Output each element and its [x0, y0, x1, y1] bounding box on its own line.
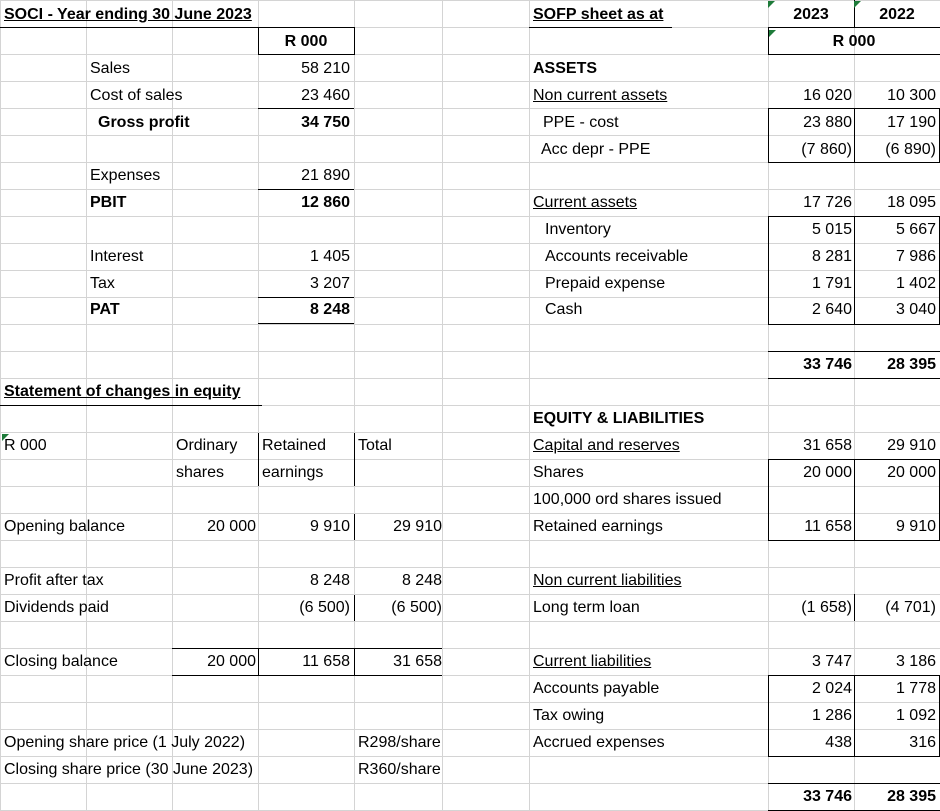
- sofp-accrued-2023: 438: [825, 734, 852, 751]
- sofp-label-cl: Current liabilities: [533, 653, 652, 670]
- sofp-label-tax-owing: Tax owing: [533, 707, 605, 724]
- soce-label-opening: Opening balance: [4, 518, 125, 535]
- sofp-prepaid-2022: 1 402: [895, 275, 936, 292]
- soci-label-sales: Sales: [90, 60, 131, 77]
- sofp-ppe-cost-2022: 17 190: [887, 114, 936, 131]
- soce-col-line: [354, 514, 355, 540]
- sofp-label-ar: Accounts receivable: [545, 248, 689, 265]
- sofp-ar-2022: 7 986: [895, 248, 936, 265]
- sofp-capital-2022: 29 910: [887, 437, 936, 454]
- soce-closing-total: 31 658: [393, 653, 442, 670]
- soce-opening-retained: 9 910: [309, 518, 350, 535]
- sofp-year-2022: 2022: [879, 6, 915, 23]
- soce-col-total: Total: [358, 437, 392, 454]
- sofp-label-prepaid: Prepaid expense: [545, 275, 666, 292]
- gridline-horizontal: [0, 486, 940, 487]
- soce-label-closing: Closing balance: [4, 653, 118, 670]
- sofp-ar-2023: 8 281: [811, 248, 852, 265]
- sofp-inventory-2023: 5 015: [811, 221, 852, 238]
- sofp-cl-2022: 3 186: [895, 653, 936, 670]
- sofp-retained-2022: 9 910: [895, 518, 936, 535]
- soci-title: SOCI - Year ending 30 June 2023: [4, 6, 252, 23]
- sofp-shares-2023: 20 000: [803, 464, 852, 481]
- soci-value-interest: 1 405: [309, 248, 350, 265]
- soci-value-pat: 8 248: [309, 301, 350, 318]
- sofp-label-shares: Shares: [533, 464, 584, 481]
- soce-closing-ordinary: 20 000: [207, 653, 256, 670]
- sofp-label-inventory: Inventory: [545, 221, 611, 238]
- sofp-label-loan: Long term loan: [533, 599, 640, 616]
- soci-value-sales: 58 210: [301, 60, 350, 77]
- sofp-unit-header: R 000: [832, 33, 876, 50]
- assets-heading: ASSETS: [533, 60, 598, 77]
- sofp-ap-2023: 2 024: [811, 680, 852, 697]
- sofp-label-retained: Retained earnings: [533, 518, 663, 535]
- soce-col-line: [354, 595, 355, 621]
- sofp-acc-depr-2022: (6 890): [885, 141, 936, 158]
- opening-share-price-label: Opening share price (1 July 2022): [4, 734, 246, 751]
- closing-share-price-value: R360/share: [358, 761, 441, 778]
- soci-value-expenses: 21 890: [301, 167, 350, 184]
- soci-label-cos: Cost of sales: [90, 87, 183, 104]
- soci-value-gross-profit: 34 750: [301, 114, 350, 131]
- sofp-ca-2023: 17 726: [803, 194, 852, 211]
- soce-col-line: [354, 433, 355, 486]
- soce-opening-ordinary: 20 000: [207, 518, 256, 535]
- opening-share-price-value: R298/share: [358, 734, 441, 751]
- soci-unit-box: [258, 27, 354, 28]
- sofp-accrued-2022: 316: [909, 734, 936, 751]
- sofp-label-accrued: Accrued expenses: [533, 734, 665, 751]
- cell-marker-2022: [854, 1, 861, 8]
- soci-label-pbit: PBIT: [90, 194, 127, 211]
- sofp-cash-2022: 3 040: [895, 301, 936, 318]
- sofp-label-nca: Non current assets: [533, 87, 668, 104]
- soce-col-ordinary: Ordinary: [176, 437, 238, 454]
- soci-value-tax: 3 207: [309, 275, 350, 292]
- soce-dividends-total: (6 500): [391, 599, 442, 616]
- total-assets-bottom: [768, 378, 940, 379]
- soce-col-retained: Retained: [262, 437, 327, 454]
- sofp-nca-2022: 10 300: [887, 87, 936, 104]
- sofp-label-current-assets: Current assets: [533, 194, 638, 211]
- soce-title-line: [0, 405, 262, 406]
- sofp-total-eq-2022: 28 395: [887, 788, 936, 805]
- sofp-ap-2022: 1 778: [895, 680, 936, 697]
- soci-label-interest: Interest: [90, 248, 144, 265]
- sofp-label-ap: Accounts payable: [533, 680, 660, 697]
- cl-box: [768, 756, 940, 757]
- sofp-total-assets-2022: 28 395: [887, 356, 936, 373]
- sofp-ca-2022: 18 095: [887, 194, 936, 211]
- soce-pat-retained: 8 248: [309, 572, 350, 589]
- gridline-horizontal: [0, 621, 940, 622]
- sofp-loan-2022: (4 701): [885, 599, 936, 616]
- soce-label-pat: Profit after tax: [4, 572, 104, 589]
- soci-label-expenses: Expenses: [90, 167, 161, 184]
- soci-value-pbit: 12 860: [301, 194, 350, 211]
- soce-col-line: [354, 649, 355, 675]
- soci-unit-header: R 000: [284, 33, 328, 50]
- sofp-label-ncl: Non current liabilities: [533, 572, 682, 589]
- soce-dividends-retained: (6 500): [299, 599, 350, 616]
- sofp-capital-2023: 31 658: [803, 437, 852, 454]
- sofp-total-eq-2023: 33 746: [803, 788, 852, 805]
- sofp-ppe-cost-2023: 23 880: [803, 114, 852, 131]
- gridline-horizontal: [0, 0, 940, 1]
- soci-value-cos: 23 460: [301, 87, 350, 104]
- soce-col-ordinary-2: shares: [176, 464, 225, 481]
- sofp-label-acc-depr: Acc depr - PPE: [541, 141, 651, 158]
- sofp-acc-depr-2023: (7 860): [801, 141, 852, 158]
- soce-closing-retained: 11 658: [302, 653, 350, 670]
- cell-marker-2023: [768, 1, 775, 8]
- soce-title: Statement of changes in equity: [4, 383, 241, 400]
- soci-unit-box: [354, 27, 355, 54]
- sofp-shares-2022: 20 000: [887, 464, 936, 481]
- sofp-tax-owing-2023: 1 286: [811, 707, 852, 724]
- sofp-total-assets-2023: 33 746: [803, 356, 852, 373]
- eq-heading: EQUITY & LIABILITIES: [533, 410, 705, 427]
- soce-label-dividends: Dividends paid: [4, 599, 109, 616]
- soci-label-tax: Tax: [90, 275, 115, 292]
- closing-share-price-label: Closing share price (30 June 2023): [4, 761, 254, 778]
- sofp-label-capital: Capital and reserves: [533, 437, 680, 454]
- sofp-cl-2023: 3 747: [811, 653, 852, 670]
- sofp-title: SOFP sheet as at: [533, 6, 664, 23]
- gridline-horizontal: [0, 81, 940, 82]
- soce-unit: R 000: [4, 437, 47, 454]
- soce-col-line: [258, 433, 259, 486]
- sofp-tax-owing-2022: 1 092: [895, 707, 936, 724]
- sofp-loan-2023: (1 658): [801, 599, 852, 616]
- soce-col-retained-2: earnings: [262, 464, 324, 481]
- equity-box: [768, 540, 940, 541]
- sofp-inventory-2022: 5 667: [895, 221, 936, 238]
- soci-label-pat: PAT: [90, 301, 120, 318]
- cell-marker-unit: [769, 30, 776, 37]
- sofp-year-2023: 2023: [793, 6, 829, 23]
- sofp-nca-2023: 16 020: [803, 87, 852, 104]
- cell-marker-soce: [2, 434, 9, 441]
- sofp-label-shares-issued: 100,000 ord shares issued: [533, 491, 722, 508]
- current-assets-box: [768, 324, 940, 325]
- sofp-label-cash: Cash: [545, 301, 583, 318]
- sofp-retained-2023: 11 658: [804, 518, 852, 535]
- sofp-label-ppe-cost: PPE - cost: [543, 114, 619, 131]
- soci-total-line: [258, 323, 354, 324]
- soce-closing-bottom: [172, 675, 442, 676]
- soci-label-gross-profit: Gross profit: [98, 114, 190, 131]
- sofp-prepaid-2023: 1 791: [811, 275, 852, 292]
- soce-opening-total: 29 910: [393, 518, 442, 535]
- gridline-horizontal: [0, 567, 940, 568]
- soce-pat-total: 8 248: [401, 572, 442, 589]
- sofp-cash-2023: 2 640: [811, 301, 852, 318]
